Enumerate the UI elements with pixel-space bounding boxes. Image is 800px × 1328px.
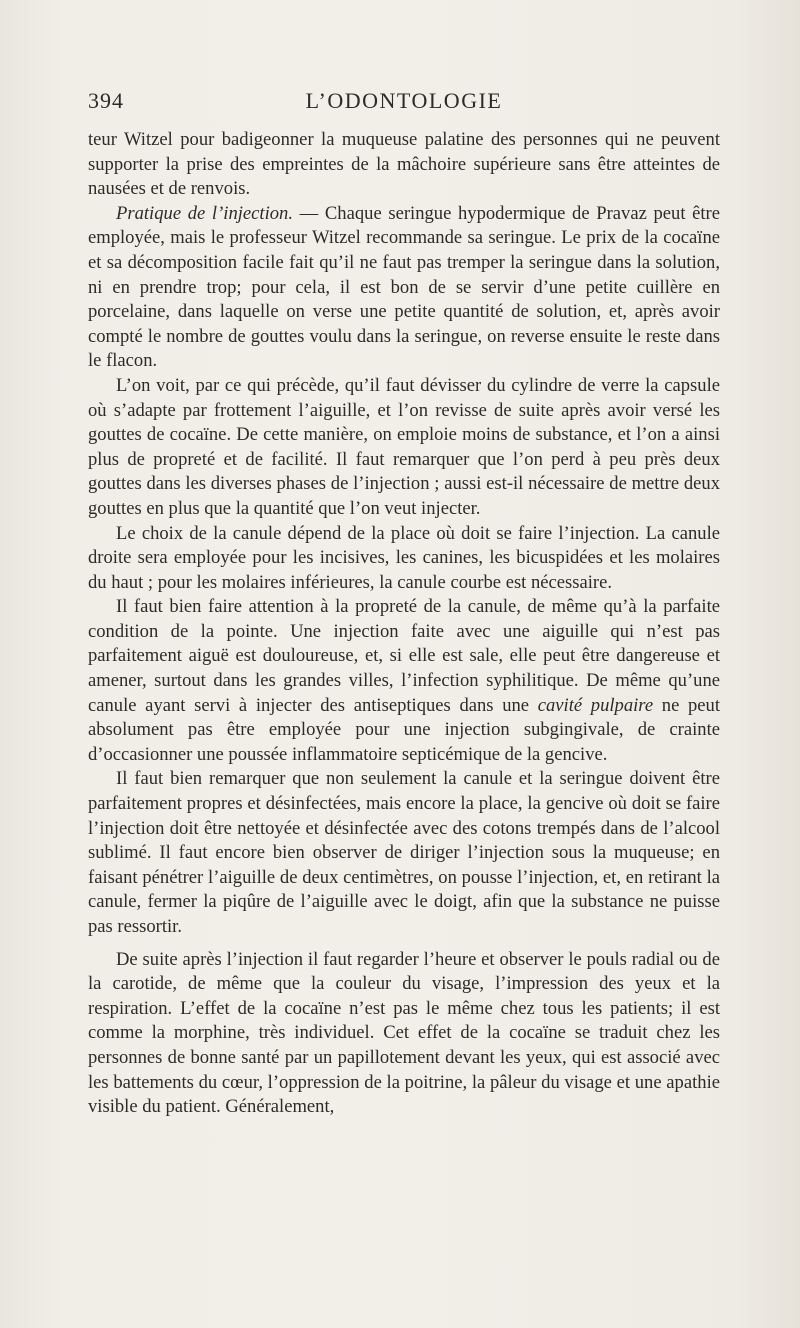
paragraph-effets <box>88 948 720 1120</box>
paragraph-text: ne peut absolument pas être employée pour une injection subgingivale, de crainte d’occasionner une poussée inflammatoire septicémique de la gencive. <box>88 694 721 765</box>
paragraph-text: L’on voit, par ce qui précède, qu’il faut dévisser du cylindre de verre la capsule où s’adapte par frottement l’aiguille, et l’on revisse de suite après avoir versé les gouttes de cocaïne. De cette manière, on emploie moins de substance, et l’on a ainsi plus de propreté et de facilité. Il faut remarquer que l’on perd à peu près deux gouttes dans les diverses phases de l’injection ; aussi est-il nécessaire de mettre deux gouttes en plus que la quantité que l’on veut injecter. <box>88 374 720 519</box>
paragraph-text: Il faut bien remarquer que non seulement la canule et la seringue doivent être parfaitement propres et désinfectées, mais encore la place, la gencive où doit se faire l’injection doit être nettoyée et désinfectée avec des cotons trempés dans de l’alcool sublimé. Il faut encore bien observer de diriger l’injection sous la muqueuse; en faisant pénétrer l’aiguille de deux centimètres, on pousse l’injection, et, en retirant la canule, fermer la piqûre de l’aiguille avec le doigt, afin que la substance ne puisse pas ressortir. <box>88 768 720 937</box>
paragraph-text: De suite après l’injection il faut regarder l’heure et observer le pouls radial ou de la carotide, de même que la couleur du visage, l’impression des yeux et la respiration. L’effet de la cocaïne n’est pas le même chez tous les patients; il est comme la morphine, très individuel. Cet effet de la cocaïne se traduit chez les personnes de bonne santé par un papillotement devant les yeux, qui est associé avec les battements du cœur, l’oppression de la poitrine, la pâleur du visage et une apathie visible du patient. Généralement, <box>88 948 720 1118</box>
paragraph-text: Le choix de la canule dépend de la place où doit se faire l’injection. La canule droite sera employée pour les incisives, les canines, les bicuspidées et les molaires du haut ; pour les molaires inférieures, la canule courbe est nécessaire. <box>88 522 720 593</box>
page-number: 394 <box>88 88 124 113</box>
paragraph-canule-choice <box>88 522 720 596</box>
paragraph-capsule <box>88 374 720 522</box>
section-heading: Pratique de l’injection. <box>116 202 293 224</box>
paragraph-text: — Chaque seringue hypodermique de Pravaz peut être employée, mais le professeur Witzel recommande sa seringue. Le prix de la cocaïne et sa décomposition facile fait qu’il ne faut pas tremper la seringue dans la solution, ni en prendre trop; pour cela, il est bon de se servir d’une petite cuillère en porcelaine, dans laquelle on verse une petite quantité de solution, et, après avoir compté le nombre de gouttes voulu dans la seringue, on reverse ensuite le reste dans le flacon. <box>88 202 720 372</box>
paragraph-text: Il faut bien faire attention à la propreté de la canule, de même qu’à la parfaite condition de la pointe. Une injection faite avec une aiguille qui n’est pas parfaitement aiguë est douloureuse, et, si elle est sale, elle peut être dangereuse et amener, surtout dans les grandes villes, l’infection syphilitique. De même qu’une canule ayant servi à injecter des antiseptiques dans une <box>88 596 720 716</box>
paragraph-text: teur Witzel pour badigeonner la muqueuse palatine des personnes qui ne peuvent supporter la prise des empreintes de la mâchoire supérieure sans être atteintes de nausées et de renvois. <box>88 129 720 200</box>
running-title: L’ODONTOLOGIE <box>305 88 503 113</box>
page-header <box>88 84 720 120</box>
paragraph-pratique-injection <box>88 202 720 374</box>
paragraph-desinfection <box>88 767 720 939</box>
italic-term: cavité pulpaire <box>537 694 654 716</box>
paragraph-continuation <box>88 128 720 202</box>
body-text <box>88 128 720 1120</box>
paragraph-proprete <box>88 595 720 767</box>
